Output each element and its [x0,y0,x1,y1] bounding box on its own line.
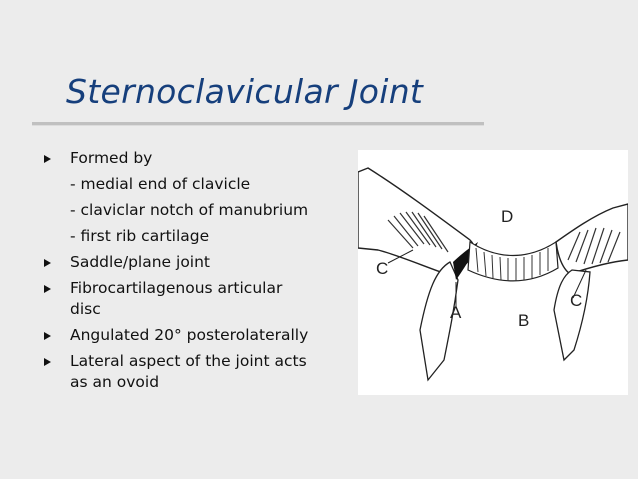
bullet-item [36,278,356,299]
bullet-continuation-text: as an ovoid [70,373,160,391]
bullet-arrow-icon [44,259,51,267]
bullet-arrow-icon [44,358,51,366]
bullet-text: Angulated 20° posterolaterally [70,326,309,344]
sternoclavicular-joint-illustration [358,150,628,395]
bullet-item [36,325,356,346]
label-c-left: C [376,259,389,278]
sub-item-text: - medial end of clavicle [70,175,251,193]
label-c-right: C [570,291,583,310]
bullet-arrow-icon [44,285,51,293]
joint-drawing [358,150,628,395]
sub-item-text: - claviclar notch of manubrium [70,201,309,219]
sub-item [36,174,356,195]
label-a: A [450,303,462,322]
bullet-continuation [36,299,356,320]
bullet-list [36,148,356,393]
bullet-arrow-icon [44,155,51,163]
right-manubrium-shape [554,270,590,360]
bullet-text: Formed by [70,149,153,167]
label-d: D [501,207,514,226]
bullet-continuation [36,372,356,393]
interclavicular-ligament [468,242,558,281]
bullet-text: Fibrocartilagenous articular [70,279,283,297]
bullet-item [36,351,356,372]
bullet-text: Saddle/plane joint [70,253,211,271]
sub-item [36,200,356,221]
label-b: B [518,311,530,330]
bullet-item [36,252,356,273]
bullet-arrow-icon [44,332,51,340]
bullet-item [36,148,356,169]
title-divider-shadow [32,125,484,126]
sub-item-text: - first rib cartilage [70,227,210,245]
bullet-text: Lateral aspect of the joint acts [70,352,307,370]
slide-title: Sternoclavicular Joint [66,72,424,111]
bullet-continuation-text: disc [70,300,101,318]
sub-item [36,226,356,247]
